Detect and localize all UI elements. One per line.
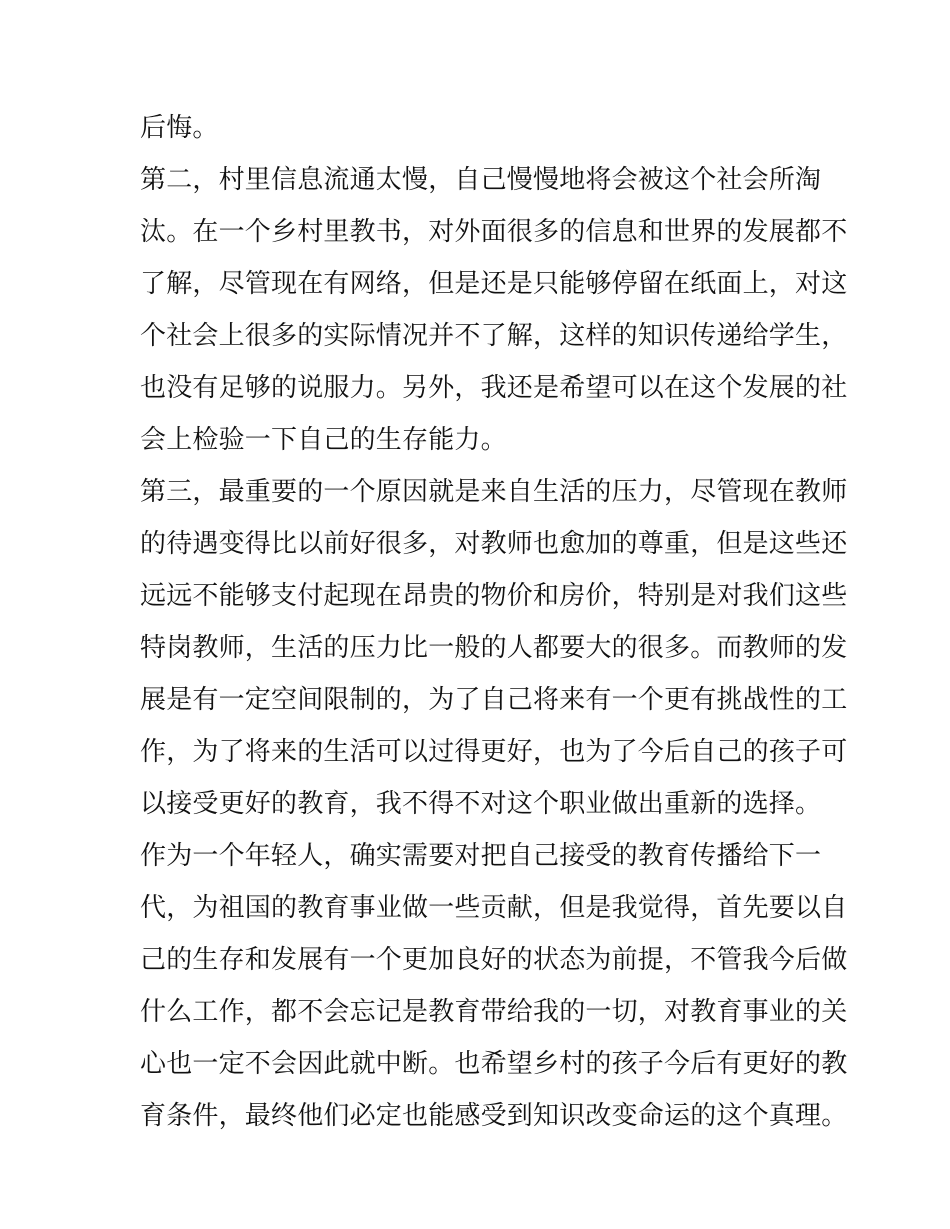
text-line: 的待遇变得比以前好很多，对教师也愈加的尊重，但是这些还 <box>140 529 848 559</box>
text-line: 远远不能够支付起现在昂贵的物价和房价，特别是对我们这些 <box>140 581 848 611</box>
text-line: 第三，最重要的一个原因就是来自生活的压力，尽管现在教师 <box>140 477 848 507</box>
text-line: 会上检验一下自己的生存能力。 <box>140 425 507 455</box>
text-line: 也没有足够的说服力。另外，我还是希望可以在这个发展的社 <box>140 373 848 403</box>
text-line: 作为一个年轻人，确实需要对把自己接受的教育传播给下一 <box>140 841 822 871</box>
text-line: 第二，村里信息流通太慢，自己慢慢地将会被这个社会所淘 <box>140 165 822 195</box>
text-line: 什么工作，都不会忘记是教育带给我的一切，对教育事业的关 <box>140 997 848 1027</box>
text-line: 汰。在一个乡村里教书，对外面很多的信息和世界的发展都不 <box>140 217 848 247</box>
text-line: 育条件，最终他们必定也能感受到知识改变命运的这个真理。 <box>140 1101 848 1131</box>
text-line: 心也一定不会因此就中断。也希望乡村的孩子今后有更好的教 <box>140 1049 848 1079</box>
text-line: 个社会上很多的实际情况并不了解，这样的知识传递给学生， <box>140 321 848 351</box>
text-line: 展是有一定空间限制的，为了自己将来有一个更有挑战性的工 <box>140 685 848 715</box>
text-line: 作，为了将来的生活可以过得更好，也为了今后自己的孩子可 <box>140 737 848 767</box>
text-line: 以接受更好的教育，我不得不对这个职业做出重新的选择。 <box>140 789 822 819</box>
text-line: 代，为祖国的教育事业做一些贡献，但是我觉得，首先要以自 <box>140 893 848 923</box>
text-line: 了解，尽管现在有网络，但是还是只能够停留在纸面上，对这 <box>140 269 848 299</box>
text-line: 特岗教师，生活的压力比一般的人都要大的很多。而教师的发 <box>140 633 848 663</box>
text-line: 己的生存和发展有一个更加良好的状态为前提，不管我今后做 <box>140 945 848 975</box>
text-line: 后悔。 <box>140 113 219 143</box>
